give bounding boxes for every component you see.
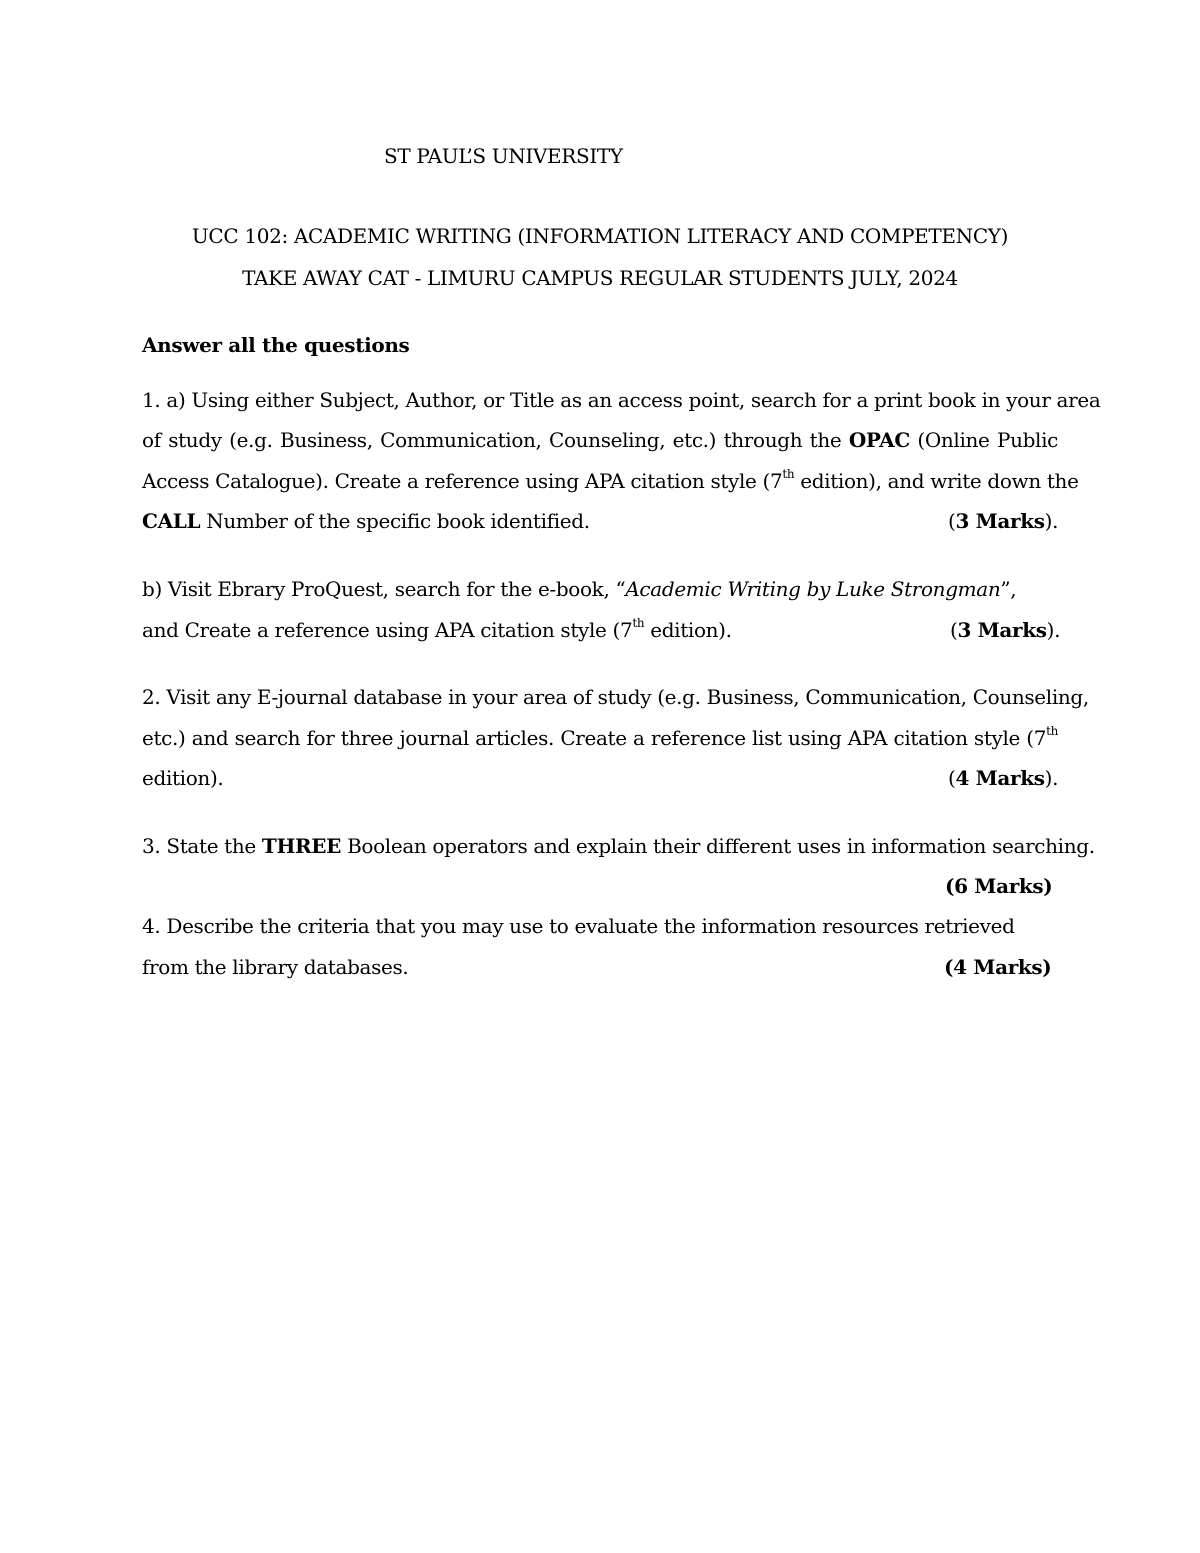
q1a-line-2-pre: of study (e.g. Business, Communication, Counseling, etc.) through the bbox=[142, 428, 842, 452]
call-term: CALL bbox=[142, 509, 201, 533]
q4-line-2: from the library databases. bbox=[142, 955, 409, 979]
q4-marks-value: (4 Marks) bbox=[944, 955, 1052, 979]
q3-line-1 bbox=[142, 832, 1095, 860]
q2-line-2-text: etc.) and search for three journal articles. Create a reference list using APA citation style (7 bbox=[142, 726, 1047, 750]
q1b-superscript: th bbox=[632, 616, 645, 631]
q1b-line-1-post: ”, bbox=[1000, 577, 1017, 601]
q1a-marks-value: 3 Marks bbox=[955, 509, 1045, 533]
instructions bbox=[142, 331, 409, 359]
q1b-line-2-post: edition). bbox=[650, 618, 732, 642]
ebook-title: Academic Writing by Luke Strongman bbox=[625, 577, 1001, 601]
q1b-line-1-pre: b) Visit Ebrary ProQuest, search for the e-book, “ bbox=[142, 577, 626, 601]
q1b-line-2 bbox=[142, 616, 732, 644]
three-term: THREE bbox=[261, 834, 342, 858]
instructions-text: Answer all the questions bbox=[142, 333, 410, 357]
exam-title: TAKE AWAY CAT - LIMURU CAMPUS REGULAR STUDENTS JULY, 2024 bbox=[242, 266, 958, 290]
q2-superscript: th bbox=[1046, 724, 1058, 739]
q1a-line-2-post: (Online Public bbox=[917, 428, 1059, 452]
q2-line-2 bbox=[142, 724, 1058, 752]
q4-line-1: 4. Describe the criteria that you may use to evaluate the information resources retrieved bbox=[142, 914, 1015, 938]
q2-line-3: edition). bbox=[142, 766, 224, 790]
q1a-line-2 bbox=[142, 426, 1058, 454]
q2-line-1: 2. Visit any E-journal database in your area of study (e.g. Business, Communication, Counseling, bbox=[142, 685, 1089, 709]
q4-marks bbox=[944, 953, 1051, 981]
q1a-marks: (3 Marks). bbox=[948, 509, 1059, 533]
q2-marks: (4 Marks). bbox=[948, 766, 1059, 790]
q1a-line-1: 1. a) Using either Subject, Author, or Title as an access point, search for a print book in your area bbox=[142, 388, 1101, 412]
q1a-superscript: th bbox=[782, 467, 795, 482]
q1a-line-4 bbox=[142, 507, 590, 535]
q1b-line-1 bbox=[142, 575, 1016, 603]
university-title: ST PAUL’S UNIVERSITY bbox=[384, 144, 623, 168]
q3-marks-value: (6 Marks) bbox=[945, 874, 1053, 898]
course-title: UCC 102: ACADEMIC WRITING (INFORMATION LITERACY AND COMPETENCY) bbox=[191, 224, 1009, 248]
q1b-marks-value: 3 Marks bbox=[957, 618, 1047, 642]
q2-marks-value: 4 Marks bbox=[955, 766, 1045, 790]
q1a-line-4-post: Number of the specific book identified. bbox=[206, 509, 590, 533]
q1a-line-3-pre: Access Catalogue). Create a reference using APA citation style (7 bbox=[142, 469, 783, 493]
q1b-line-2-pre: and Create a reference using APA citation style (7 bbox=[142, 618, 633, 642]
opac-term: OPAC bbox=[848, 428, 910, 452]
q1b-marks: (3 Marks). bbox=[950, 618, 1061, 642]
q3-line-1-post: Boolean operators and explain their different uses in information searching. bbox=[347, 834, 1095, 858]
q1a-line-3 bbox=[142, 467, 1079, 495]
q3-line-1-pre: 3. State the bbox=[142, 834, 256, 858]
q3-marks bbox=[945, 872, 1052, 900]
q1a-line-3-post: edition), and write down the bbox=[800, 469, 1079, 493]
